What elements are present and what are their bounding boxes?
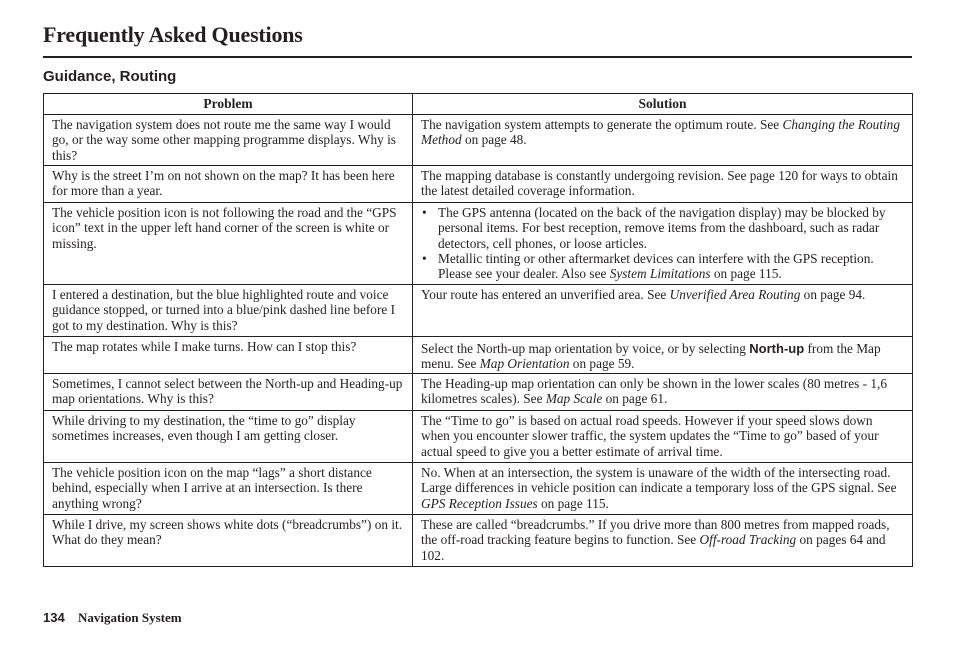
bullet-text: The GPS antenna (located on the back of the navigation display) may be blocked by personal items. For best reception, remove items from the dashboard, such as radar detectors, cell phones, or loose articles. xyxy=(438,205,886,251)
problem-text: The map rotates while I make turns. How can I stop this? xyxy=(52,339,357,354)
solution-cell xyxy=(413,285,913,337)
problem-cell xyxy=(44,463,413,515)
solution-text: Your route has entered an unverified area. See xyxy=(421,287,670,302)
solution-text: These are called “breadcrumbs.” If you drive more than 800 metres from mapped roads, the off-road tracking feature begins to function. See xyxy=(421,517,890,548)
problem-text: Sometimes, I cannot select between the North-up and Heading-up map orientations. Why is this? xyxy=(52,376,403,407)
solution-text: Select the North-up map orientation by voice, or by selecting xyxy=(421,341,750,356)
section-heading: Guidance, Routing xyxy=(43,68,177,85)
page-reference-suffix: on page 61. xyxy=(602,391,668,407)
page-reference: Map Scale xyxy=(545,391,603,407)
solution-cell xyxy=(413,411,913,463)
page-reference-suffix: on page 115. xyxy=(710,266,782,282)
bullet-item xyxy=(421,251,904,282)
title-divider xyxy=(43,56,912,58)
page-reference-suffix: on page 59. xyxy=(569,356,635,372)
problem-cell xyxy=(44,115,413,166)
problem-cell xyxy=(44,411,413,463)
problem-cell xyxy=(44,515,413,567)
column-header-solution: Solution xyxy=(413,94,913,115)
column-header-problem: Problem xyxy=(44,94,413,115)
bullet-item xyxy=(421,205,904,251)
table-row xyxy=(44,166,913,203)
problem-cell xyxy=(44,337,413,374)
table-row xyxy=(44,115,913,166)
page-number: 134 xyxy=(43,610,65,625)
solution-text: The mapping database is constantly undergoing revision. See page 120 for ways to obtain the latest detailed coverage information. xyxy=(421,168,898,199)
page-reference-suffix: on page 48. xyxy=(461,132,527,148)
problem-text: The vehicle position icon is not following the road and the “GPS icon” text in the upper left hand corner of the screen is white or missing. xyxy=(52,205,397,251)
solution-cell xyxy=(413,115,913,166)
table-row xyxy=(44,285,913,337)
page-footer xyxy=(43,610,182,626)
problem-cell xyxy=(44,374,413,411)
problem-text: The navigation system does not route me the same way I would go, or the way some other mapping programme displays. Why is this? xyxy=(52,117,396,163)
solution-cell xyxy=(413,166,913,203)
solution-text: The Heading-up map orientation can only be shown in the lower scales (80 metres - 1,6 kilometres scales). See xyxy=(421,376,887,407)
problem-text: While I drive, my screen shows white dots (“breadcrumbs”) on it. What do they mean? xyxy=(52,517,403,548)
problem-text: Why is the street I’m on not shown on the map? It has been here for more than a year. xyxy=(52,168,395,199)
problem-text: I entered a destination, but the blue highlighted route and voice guidance stopped, or turned into a blue/pink dashed line before I got to my destination. Why is this? xyxy=(52,287,396,333)
table-row xyxy=(44,374,913,411)
problem-cell xyxy=(44,166,413,203)
north-up-menu-label: North-up xyxy=(749,341,805,356)
solution-text: The “Time to go” is based on actual road speeds. However if your speed slows down when you encounter slower traffic, the system updates the “Time to go” based of your actual speed to give you a better estimate of arrival time. xyxy=(421,413,879,459)
solution-bullet-list xyxy=(421,205,904,281)
page-reference: System Limitations xyxy=(609,266,711,282)
page-reference-suffix: on page 115. xyxy=(537,495,609,511)
solution-cell xyxy=(413,463,913,515)
solution-cell xyxy=(413,337,913,374)
problem-cell xyxy=(44,203,413,285)
bullet-text: Metallic tinting or other aftermarket devices can interfere with the GPS reception. Please see your dealer. Also see xyxy=(438,250,874,282)
solution-cell xyxy=(413,203,913,285)
page-title: Frequently Asked Questions xyxy=(43,22,303,47)
page-reference-suffix: on page 94. xyxy=(800,287,866,302)
page-reference-suffix: on pages 64 and 102. xyxy=(421,532,886,563)
page-reference: Unverified Area Routing xyxy=(669,287,801,302)
solution-text-continued: from the Map menu. See xyxy=(421,341,881,372)
table-row xyxy=(44,203,913,285)
problem-cell xyxy=(44,285,413,337)
problem-text: While driving to my destination, the “time to go” display sometimes increases, even though I am getting closer. xyxy=(52,413,356,444)
solution-cell xyxy=(413,515,913,567)
page-reference: GPS Reception Issues xyxy=(421,495,538,511)
page-reference: Off-road Tracking xyxy=(699,532,797,548)
document-name: Navigation System xyxy=(77,610,182,625)
problem-text: The vehicle position icon on the map “lags” a short distance behind, especially when I arrive at an intersection. Is there anything wrong? xyxy=(52,465,372,511)
faq-table xyxy=(43,93,913,567)
page-reference: Map Orientation xyxy=(479,356,570,372)
page-reference: Changing the Routing Method xyxy=(421,117,900,148)
table-row xyxy=(44,515,913,567)
table-row xyxy=(44,411,913,463)
solution-cell xyxy=(413,374,913,411)
solution-text: The navigation system attempts to generate the optimum route. See xyxy=(421,117,783,132)
table-row xyxy=(44,463,913,515)
table-row xyxy=(44,337,913,374)
table-header-row xyxy=(44,94,913,115)
solution-text: No. When at an intersection, the system is unaware of the width of the intersecting road. Large differences in vehicle position can indicate a temporary loss of the GPS signal. See xyxy=(421,465,897,496)
